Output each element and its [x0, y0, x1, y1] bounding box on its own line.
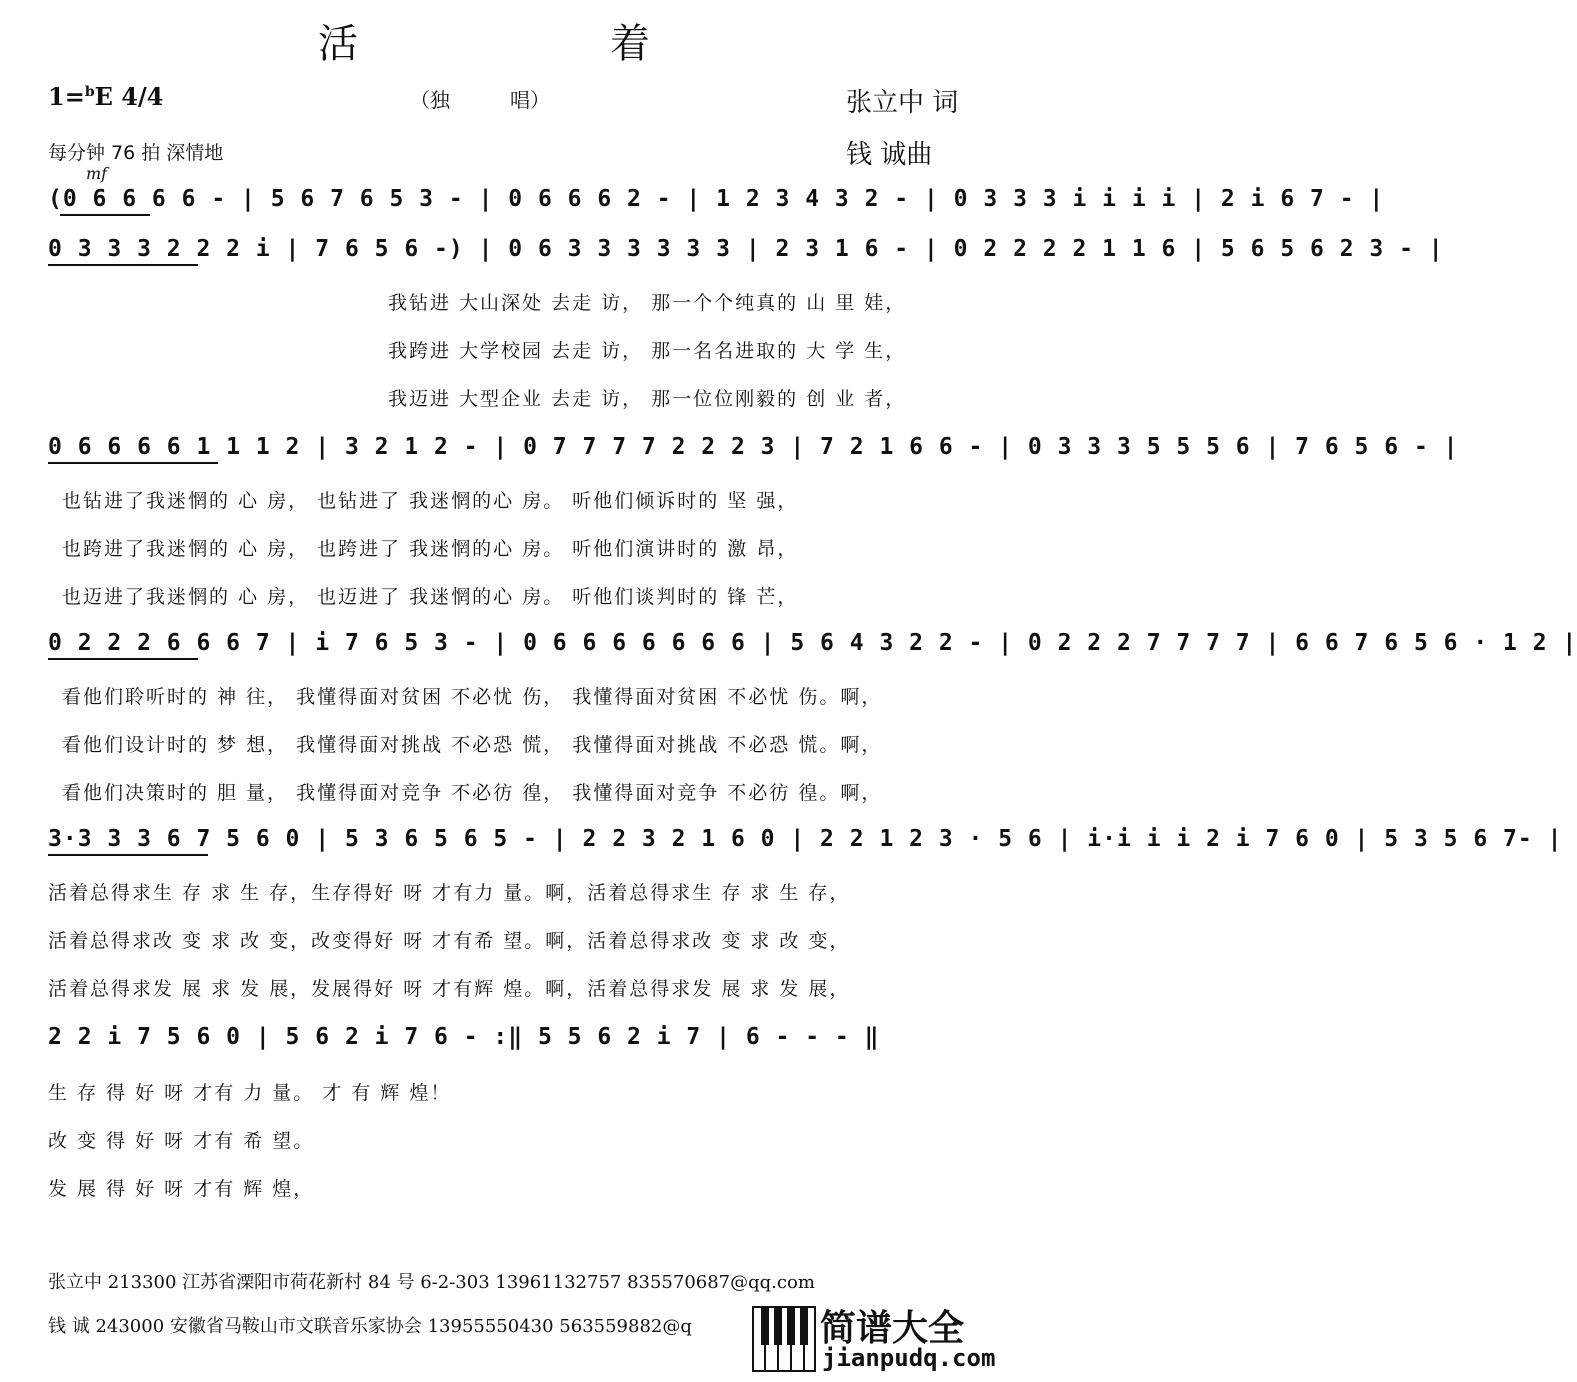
tempo-marking: 每分钟 76 拍 深情地: [48, 142, 224, 164]
lyric-line: 看他们聆听时的 神 往， 我懂得面对贫困 不必忧 伤， 我懂得面对贫困 不必忧 伤。啊，: [62, 686, 883, 708]
notation-system-3: 0 6 6 6 6 1 1 1 2 | 3 2 1 2 - | 0 7 7 7 7 2 2 2 3 | 7 2 1 6 6 - | 0 3 3 3 5 5 5 6 | 7 6 5 6 - |: [48, 434, 1459, 460]
dynamic-marking: mf: [86, 164, 108, 183]
notation-system-5: 3·3 3 3 6 7 5 6 0 | 5 3 6 5 6 5 - | 2 2 3 2 1 6 0 | 2 2 1 2 3 · 5 6 | i·i i i 2 i 7 6 0 | 5 3 5 6 7- |: [48, 826, 1563, 852]
lyric-line: 生 存 得 好 呀 才有 力 量。 才 有 辉 煌！: [48, 1082, 452, 1104]
lyric-line: 我钻进 大山深处 去走 访， 那一个个纯真的 山 里 娃，: [388, 292, 907, 314]
key-signature: 1=$^b$E 4/4: [48, 82, 164, 111]
lyricist-credit: 张立中 词: [846, 88, 959, 118]
lyric-line: 改 变 得 好 呀 才有 希 望。: [48, 1130, 315, 1152]
performance-type: （独 唱）: [410, 88, 550, 112]
lyric-line: 活着总得求改 变 求 改 变，改变得好 呀 才有希 望。啊，活着总得求改 变 求 改 变，: [48, 930, 851, 952]
site-logo: [752, 1300, 996, 1378]
beam: [60, 214, 150, 216]
piano-keys-icon: [752, 1306, 816, 1372]
notation-system-2: 0 3 3 3 2 2 2 i | 7 6 5 6 -) | 0 6 3 3 3 3 3 3 | 2 3 1 6 - | 0 2 2 2 2 1 1 6 | 5 6 5 6 2 3 - |: [48, 236, 1444, 262]
beam: [48, 658, 198, 660]
lyric-line: 也钻进了我迷惘的 心 房， 也钻进了 我迷惘的心 房。 听他们倾诉时的 坚 强，: [62, 490, 799, 512]
lyric-line: 活着总得求发 展 求 发 展，发展得好 呀 才有辉 煌。啊，活着总得求发 展 求 发 展，: [48, 978, 851, 1000]
lyric-line: 看他们设计时的 梦 想， 我懂得面对挑战 不必恐 慌， 我懂得面对挑战 不必恐 慌。啊，: [62, 734, 883, 756]
contact-lyricist: 张立中 213300 江苏省溧阳市荷花新村 84 号 6-2-303 13961132757 835570687@qq.com: [48, 1272, 815, 1293]
lyric-line: 我迈进 大型企业 去走 访， 那一位位刚毅的 创 业 者，: [388, 388, 907, 410]
notation-system-4: 0 2 2 2 6 6 6 7 | i 7 6 5 3 - | 0 6 6 6 6 6 6 6 | 5 6 4 3 2 2 - | 0 2 2 2 7 7 7 7 | 6 6 7 6 5 6 · 1 2 |: [48, 630, 1577, 656]
lyric-line: 看他们决策时的 胆 量， 我懂得面对竞争 不必彷 徨， 我懂得面对竞争 不必彷 徨。啊，: [62, 782, 883, 804]
lyric-line: 我跨进 大学校园 去走 访， 那一名名进取的 大 学 生，: [388, 340, 907, 362]
lyric-line: 也迈进了我迷惘的 心 房， 也迈进了 我迷惘的心 房。 听他们谈判时的 锋 芒，: [62, 586, 799, 608]
logo-url: jianpudq.com: [822, 1344, 996, 1372]
notation-system-6: 2 2 i 7 5 6 0 | 5 6 2 i 7 6 - :‖ 5 5 6 2 i 7 | 6 - - - ‖: [48, 1024, 880, 1050]
contact-composer: 钱 诚 243000 安徽省马鞍山市文联音乐家协会 13955550430 563559882@q: [48, 1316, 692, 1337]
lyric-line: 发 展 得 好 呀 才有 辉 煌，: [48, 1178, 315, 1200]
title-char-1: 活: [318, 21, 358, 67]
logo-text: 简谱大全: [820, 1308, 965, 1349]
beam: [48, 462, 218, 464]
notation-system-1: (0 6 6 6 6 - | 5 6 7 6 5 3 - | 0 6 6 6 2 - | 1 2 3 4 3 2 - | 0 3 3 3 i i i i | 2 i 6 7 - |: [48, 186, 1385, 212]
lyric-line: 活着总得求生 存 求 生 存，生存得好 呀 才有力 量。啊，活着总得求生 存 求 生 存，: [48, 882, 851, 904]
lyric-line: 也跨进了我迷惘的 心 房， 也跨进了 我迷惘的心 房。 听他们演讲时的 激 昂，: [62, 538, 799, 560]
composer-credit: 钱 诚曲: [846, 140, 933, 170]
beam: [48, 264, 198, 266]
title-char-2: 着: [610, 21, 650, 67]
beam: [48, 854, 208, 856]
